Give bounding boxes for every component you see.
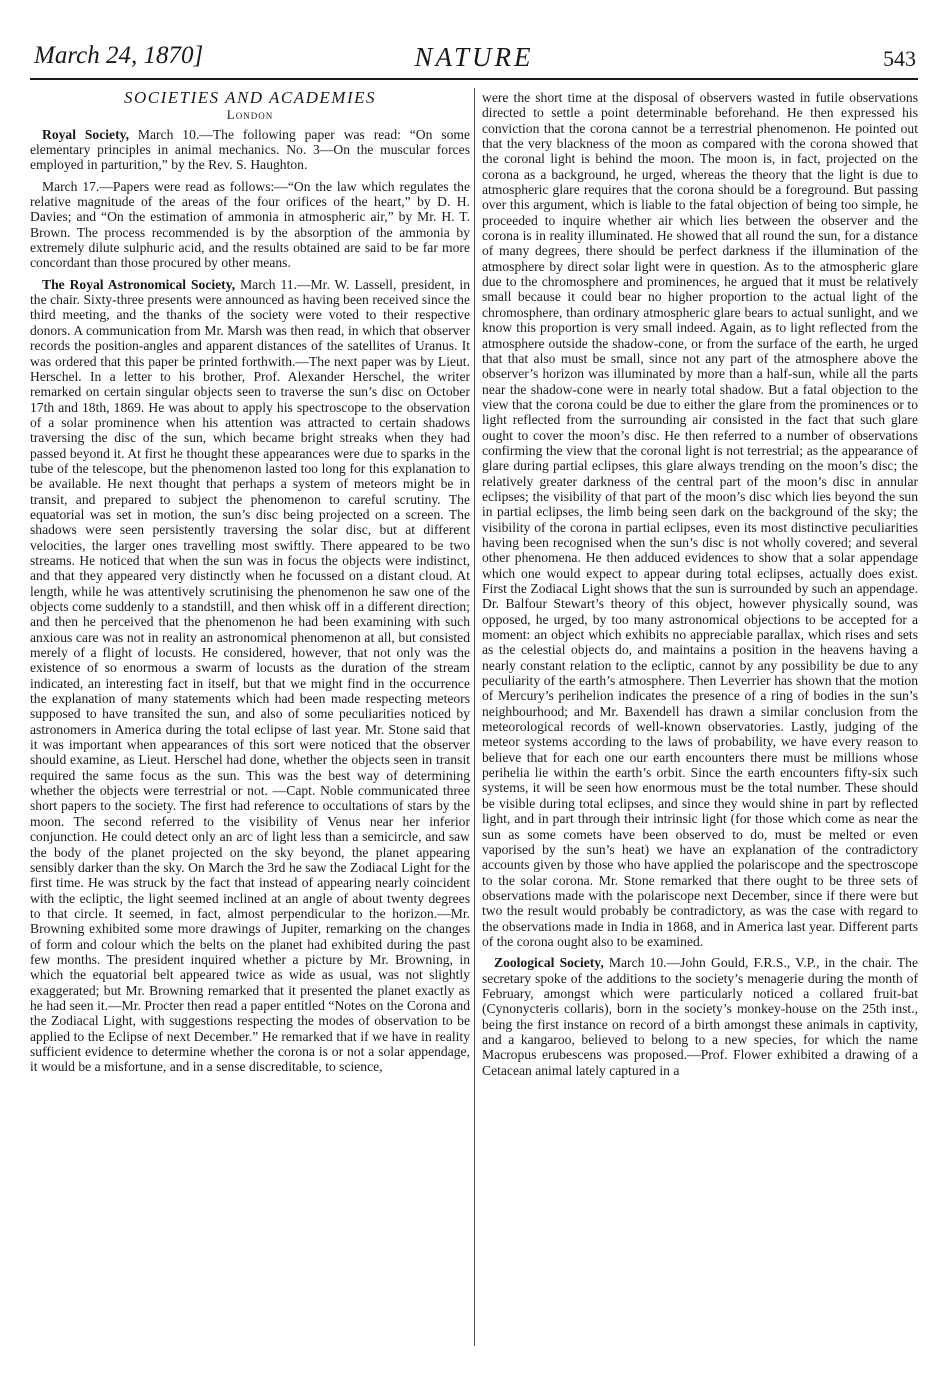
section-title: SOCIETIES AND ACADEMIES <box>123 88 377 107</box>
continued-paragraph: were the short time at the disposal of observers wasted in futile observations directed to settle a point determinable beforehand. He then expressed his conviction that the corona cannot be a terrestrial phenomenon. He pointed out that the very blackness of the moon as compared with the corona showed that the coronal light is behind the moon. The moon is, in fact, projected on the corona as a background, he urged, whereas the theory that the light is due to atmospheric glare requires that the corona should be a foreground. But passing over this argument, which is liable to the fatal objection of being too simple, he proceeded to inquire whether air which lies between the observer and the corona is in reality illuminated. He showed that all round the sun, for a distance of many degrees, there should be perfect darkness if the illumination of the atmosphere by direct solar light were in question. As to the atmospheric glare due to the chromosphere and prominences, he argued that it must be relatively small because it could bear no higher proportion to the actual light of the chromosphere, than ordinary atmospheric glare bears to actual sunlight, and we know this proportion is very small indeed. Again, as to light reflected from the atmosphere outside the shadow-cone, or from the surface of the earth, he urged that that also must be small, since not any part of the atmosphere above the observer’s horizon was illuminated by more than a half-sun, while all the parts near the shadow-cone were in nearly total shadow. But a fatal objection to the view that the corona could be due to either the glare from the prominences or to light reflected from the surrounding air consisted in the fact that such glare ought to cover the moon’s disc. He then referred to a number of observations confirming the view that the coronal light is not terrestrial; as the appearance of glare during partial eclipses, this glare always trending on the moon’s disc; the relatively greater darkness of the central part of the moon’s disc in annular eclipses; the visibility of that part of the moon’s disc which lies beyond the sun in partial eclipses, the limb being seen dark on the background of the sky; the visibility of the corona in partial eclipses, even its most distinctive peculiarities having been recognised when the sun’s disc is not wholly covered; and several other phenomena. He then adduced evidences to show that a solar appendage which one would expect to appear during total eclipses, actually does exist. First the Zodiacal Light shows that the sun is surrounded by such an appendage. Dr. Balfour Stewart’s theory of this object, however physically sound, was opposed, he urged, by too many astronomical objections to be accepted for a moment: an object which exhibits no appreciable parallax, which rises and sets as the celestial objects do, and maintains a position in the heavens having a nearly constant relation to the ecliptic, cannot by any possibility be due to any peculiarity of the earth’s atmosphere. Then Leverrier has shown that the motion of Mercury’s perihelion indicates the presence of a ring of bodies in the sun’s neighbourhood; and Mr. Baxendell has drawn a similar conclusion from the meteorological records of well-known observatories. Lastly, judging of the meteor systems according to the laws of probability, we have every reason to believe that for each one our earth encounters there must be millions whose perihelia lie within the earth’s orbit. Since the earth encounters fifty-six such systems, it will be seen how enormous must be the total number. These should be visible during total eclipses, and since they would shine in part by reflected light, and in part through their intrinsic light (for those which come as near the sun as some comets have been observed to do, must be melted or even vaporised by the sun’s heat) we have an explanation of the contradictory accounts given by those who have applied the polariscope and the spectroscope to the solar corona. Mr. Stone remarked that there ought to be three sets of observations made with the polariscope next December, since if there were but two the result would probably be contradictory, as was the case with regard to the observations made in India in 1868, and in America last year. Different parts of the corona ought also to be examined. <box>482 90 918 949</box>
paragraph-text: March 10.—The following paper was read: “On some elementary principles in animal mechanics. No. 3—On the muscular forces employed in parturition,” by the Rev. S. Haughton. <box>30 126 470 173</box>
section-subtitle: London <box>226 107 274 123</box>
page-number: 543 <box>883 46 916 71</box>
royal-society-march17-paragraph: March 17.—Papers were read as follows:—“On the law which regulates the relative magnitude of the areas of the four orifices of the heart,” by D. H. Davies; and “On the estimation of ammonia in atmospheric air,” by Mr. H. T. Brown. The process recommended is by the absorption of the ammonia by extremely dilute sulphuric acid, and the results obtained are said to be far more concordant than those procured by other means. <box>30 178 470 271</box>
issue-date: March 24, 1870] <box>34 42 204 69</box>
masthead <box>30 38 918 80</box>
astronomical-society-paragraph <box>30 277 470 1075</box>
royal-society-paragraph <box>30 127 470 173</box>
left-column <box>30 90 470 1081</box>
journal-title: NATURE <box>414 42 534 72</box>
paragraph-text: March 10.—John Gould, F.R.S., V.P., in the chair. The secretary spoke of the additions to the society’s menagerie during the month of February, amongst which were particularly noticed a collared fruit-bat (Cynonycteris collaris), born in the society’s monkey-house on the 25th inst., being the first instance on record of a birth amongst these animals in captivity, and a kangaroo, believed to belong to a new species, for which the name Macropus erubescens was proposed.—Prof. Flower exhibited a drawing of a Cetacean animal lately captured in a <box>482 955 918 1078</box>
zoological-society-paragraph <box>482 955 918 1078</box>
society-name: The Royal Astronomical Society, <box>42 276 236 292</box>
right-column <box>482 90 918 1084</box>
society-name: Zoological Society, <box>494 955 604 971</box>
society-name: Royal Society, <box>42 126 130 142</box>
paragraph-text: March 11.—Mr. W. Lassell, president, in the chair. Sixty-three presents were announced as having been received since the third meeting, and the thanks of the society were voted to their respective donors. A communication from Mr. Marsh was then read, in which that observer records the position-angles and apparent distances of the satellites of Uranus. It was ordered that this paper be printed forthwith.—The next paper was by Lieut. Herschel. In a letter to his brother, Prof. Alexander Herschel, the writer remarked on certain singular objects seen to traverse the sun’s disc on October 17th and 18th, 1869. He was about to apply his spectroscope to the observation of a solar prominence when his attention was attracted to certain shadows traversing the disc of the sun, which became bright streaks when they had passed beyond it. At first he thought these appearances were due to sparks in the tube of the telescope, but the phenomenon lasted too long for this explanation to be available. He next thought that perhaps a system of meteors might be in transit, and prepared to subject the phenomenon to careful scrutiny. The equatorial was set in motion, the sun’s disc being projected on a screen. The shadows were seen persistently traversing the solar disc, but at different velocities, the larger ones travelling most swiftly. There appeared to be two streams. He noticed that when the sun was in focus the objects were indistinct, and that they appeared very distinctly when he focussed on a distant cloud. At length, while he was attentively scrutinising the phenomenon he saw one of the objects come suddenly to a standstill, and then whisk off in a different direction; and then he perceived that the phenomenon he had been examining with such anxious care was not in reality an astronomical phenomenon at all, but consisted merely of a flight of locusts. He considered, however, that not only was the existence of so enormous a swarm of locusts as the duration of the stream indicated, an interesting fact in itself, but that we might find in the occurrence the explanation of many statements which had been made respecting meteors supposed to have transited the sun, and also of some peculiarities noticed by astronomers in America during the total eclipse of last year. Mr. Stone said that it was important when appearances of this sort were noticed that the observer should examine, as Lieut. Herschel had done, whether the objects seen in transit required the same focus as the sun. This was the best way of determining whether the objects were terrestrial or not. —Capt. Noble communicated three short papers to the society. The first had reference to occultations of stars by the moon. The second referred to the visibility of Venus near her inferior conjunction. He could detect only an arc of light less than a semicircle, and saw the body of the planet projected on the sky beyond, the planet appearing sensibly darker than the sky. On March the 3rd he saw the Zodiacal Light for the first time. He was struck by the fact that instead of appearing nearly coincident with the ecliptic, the light seemed inclined at an angle of about twenty degrees to that circle. It seemed, in fact, almost perpendicular to the horizon.—Mr. Browning exhibited some more drawings of Jupiter, remarking on the changes of form and colour which the belts on the planet had exhibited during the past few months. The president inquired whether a picture by Mr. Browning, in which the equatorial belt appeared twice as wide as usual, was not slightly exaggerated; but Mr. Browning remarked that it presented the planet exactly as he had seen it.—Mr. Procter then read a paper entitled “Notes on the Corona and the Zodiacal Light, with suggestions respecting the modes of observation to be applied to the Eclipse of next December.” He remarked that if we have in reality sufficient evidence to determine whether the corona is or not a solar appendage, it would be a misfortune, and in a sense discreditable, to science, <box>30 276 471 1075</box>
column-divider <box>474 88 475 1346</box>
